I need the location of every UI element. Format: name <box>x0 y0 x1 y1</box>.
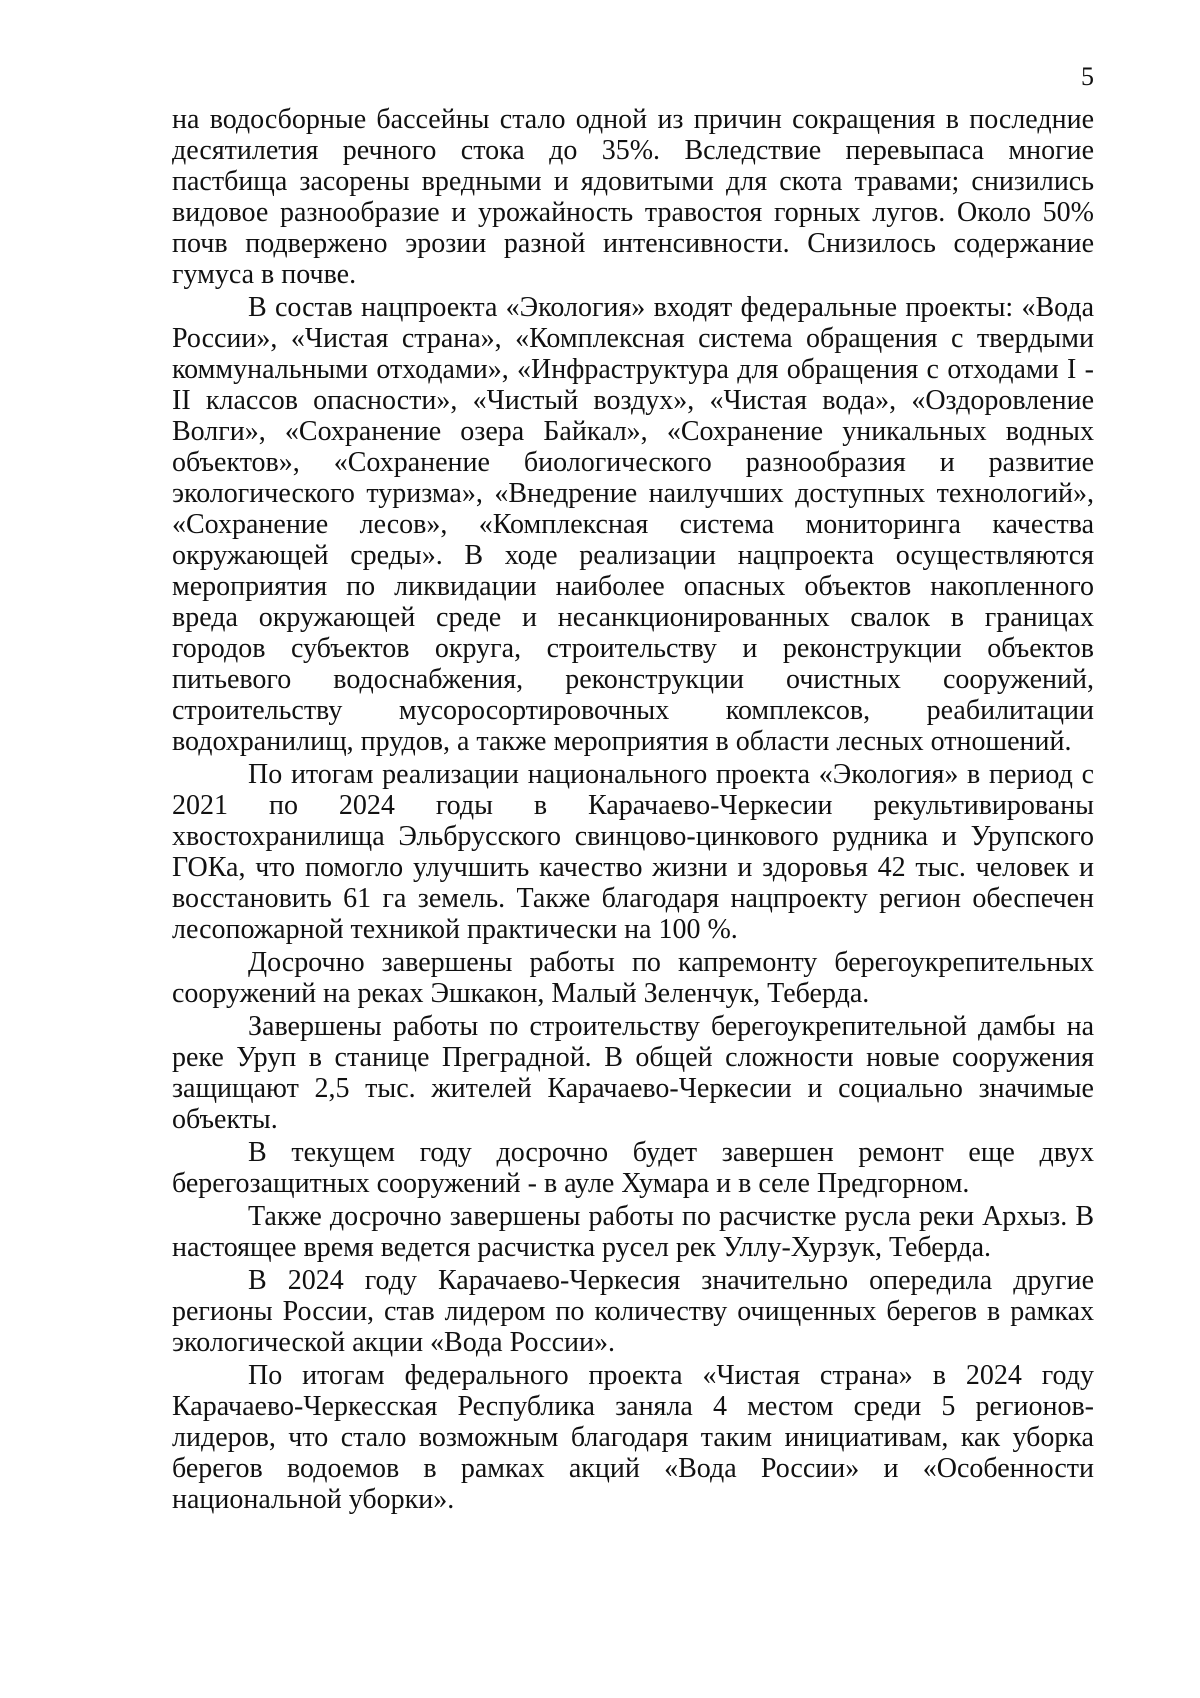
paragraph-4: Досрочно завершены работы по капремонту берегоукрепительных сооружений на реках Эшкакон, Малый Зеленчук, Теберда. <box>172 947 1094 1009</box>
paragraph-1: на водосборные бассейны стало одной из причин сокращения в последние десятилетия речного стока до 35%. Вследствие перевыпаса многие пастбища засорены вредными и ядовитыми для скота травами; снизились видовое разнообразие и урожайность травостоя горных лугов. Около 50% почв подвержено эрозии разной интенсивности. Снизилось содержание гумуса в почве. <box>172 104 1094 290</box>
paragraph-7: Также досрочно завершены работы по расчистке русла реки Архыз. В настоящее время ведется расчистка русел рек Уллу-Хурзук, Теберда. <box>172 1201 1094 1263</box>
paragraph-6: В текущем году досрочно будет завершен ремонт еще двух берегозащитных сооружений - в ауле Хумара и в селе Предгорном. <box>172 1137 1094 1199</box>
document-body <box>172 104 1094 1517</box>
paragraph-3: По итогам реализации национального проекта «Экология» в период с 2021 по 2024 годы в Карачаево-Черкесии рекультивированы хвостохранилища Эльбрусского свинцово-цинкового рудника и Урупского ГОКа, что помогло улучшить качество жизни и здоровья 42 тыс. человек и восстановить 61 га земель. Также благодаря нацпроекту регион обеспечен лесопожарной техникой практически на 100 %. <box>172 759 1094 945</box>
paragraph-8: В 2024 году Карачаево-Черкесия значительно опередила другие регионы России, став лидером по количеству очищенных берегов в рамках экологической акции «Вода России». <box>172 1265 1094 1358</box>
page-number: 5 <box>1081 62 1094 91</box>
paragraph-9: По итогам федерального проекта «Чистая страна» в 2024 году Карачаево-Черкесская Республика заняла 4 местом среди 5 регионов-лидеров, что стало возможным благодаря таким инициативам, как уборка берегов водоемов в рамках акций «Вода России» и «Особенности национальной уборки». <box>172 1360 1094 1515</box>
paragraph-2: В состав нацпроекта «Экология» входят федеральные проекты: «Вода России», «Чистая страна», «Комплексная система обращения с твердыми коммунальными отходами», «Инфраструктура для обращения с отходами I - II классов опасности», «Чистый воздух», «Чистая вода», «Оздоровление Волги», «Сохранение озера Байкал», «Сохранение уникальных водных объектов», «Сохранение биологического разнообразия и развитие экологического туризма», «Внедрение наилучших доступных технологий», «Сохранение лесов», «Комплексная система мониторинга качества окружающей среды». В ходе реализации нацпроекта осуществляются мероприятия по ликвидации наиболее опасных объектов накопленного вреда окружающей среде и несанкционированных свалок в границах городов субъектов округа, строительству и реконструкции объектов питьевого водоснабжения, реконструкции очистных сооружений, строительству мусоросортировочных комплексов, реабилитации водохранилищ, прудов, а также мероприятия в области лесных отношений. <box>172 292 1094 757</box>
paragraph-5: Завершены работы по строительству берегоукрепительной дамбы на реке Уруп в станице Преградной. В общей сложности новые сооружения защищают 2,5 тыс. жителей Карачаево-Черкесии и социально значимые объекты. <box>172 1011 1094 1135</box>
